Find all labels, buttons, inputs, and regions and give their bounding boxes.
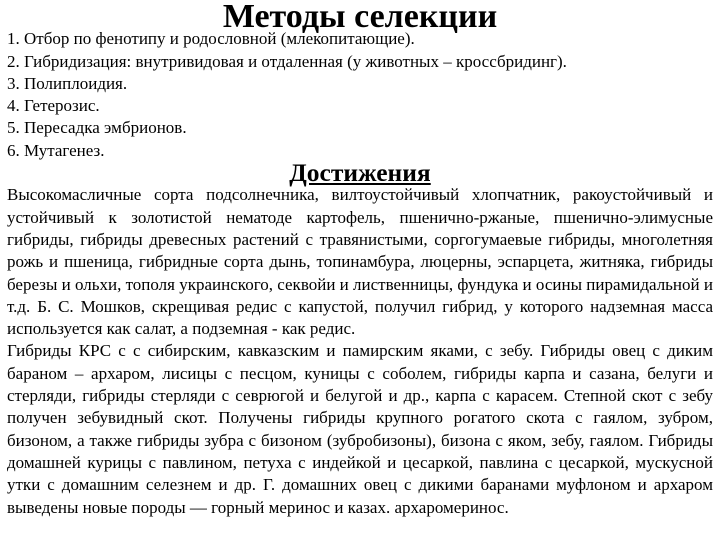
methods-item-6: 6. Мутагенез. <box>7 140 105 160</box>
methods-item-4: 4. Гетерозис. <box>7 96 100 116</box>
methods-item-5: 5. Пересадка эмбрионов. <box>7 118 187 138</box>
achievements-animals-paragraph: Гибриды КРС с с сибирским, кавказским и памирским яками, с зебу. Гибриды овец с диким бараном – архаром, лисицы с песцом, куницы с соболем, гибриды карпа и сазана, белуги и стерляди, гибриды стерляди с севрюгой и белугой и др., карпа с карасем. Степной скот с зебу получен зебувидный скот. Получены гибриды крупного рогатого скота с гаялом, зубром, бизоном, а также гибриды зубра с бизоном (зубробизоны), бизона с яком, зебу, гаялом. Гибриды домашней курицы с павлином, петуха с индейкой и цесаркой, павлина с цесаркой, мускусной утки с домашним селезнем и др. Г. домашних овец с дикими баранами муфлоном и архаром выведены новые породы — горный меринос и казах. архаромеринос. <box>7 341 713 517</box>
methods-item-2: 2. Гибридизация: внутривидовая и отдаленная (у животных – кроссбридинг). <box>7 51 567 71</box>
methods-item-1: 1. Отбор по фенотипу и родословной (млекопитающие). <box>7 29 415 49</box>
methods-item-3: 3. Полиплоидия. <box>7 73 128 93</box>
achievements-title <box>7 158 713 188</box>
methods-title-text: Методы селекции <box>222 0 498 35</box>
methods-title <box>7 0 713 35</box>
achievements-title-text: Достижения <box>289 158 431 188</box>
achievements-plants-paragraph: Высокомасличные сорта подсолнечника, вилтоустойчивый хлопчатник, ракоустойчивый и устойчивый к золотистой нематоде картофель, пшенично-ржаные, пшенично-элимусные гибриды, гибриды древесных растений с травянистыми, соргогумаевые гибриды, многолетняя рожь и пшеница, гибридные сорта дынь, топинамбура, люцерны, эспарцета, житняка, гибриды березы и ольхи, тополя украинского, секвойи и лиственницы, фундука и осины пирамидальной и т.д. Б. С. Мошков, скрещивая редис с капустой, получил гибрид, у которого надземная масса используется как салат, а подземная - как редис. <box>7 185 713 339</box>
methods-list <box>7 28 713 162</box>
